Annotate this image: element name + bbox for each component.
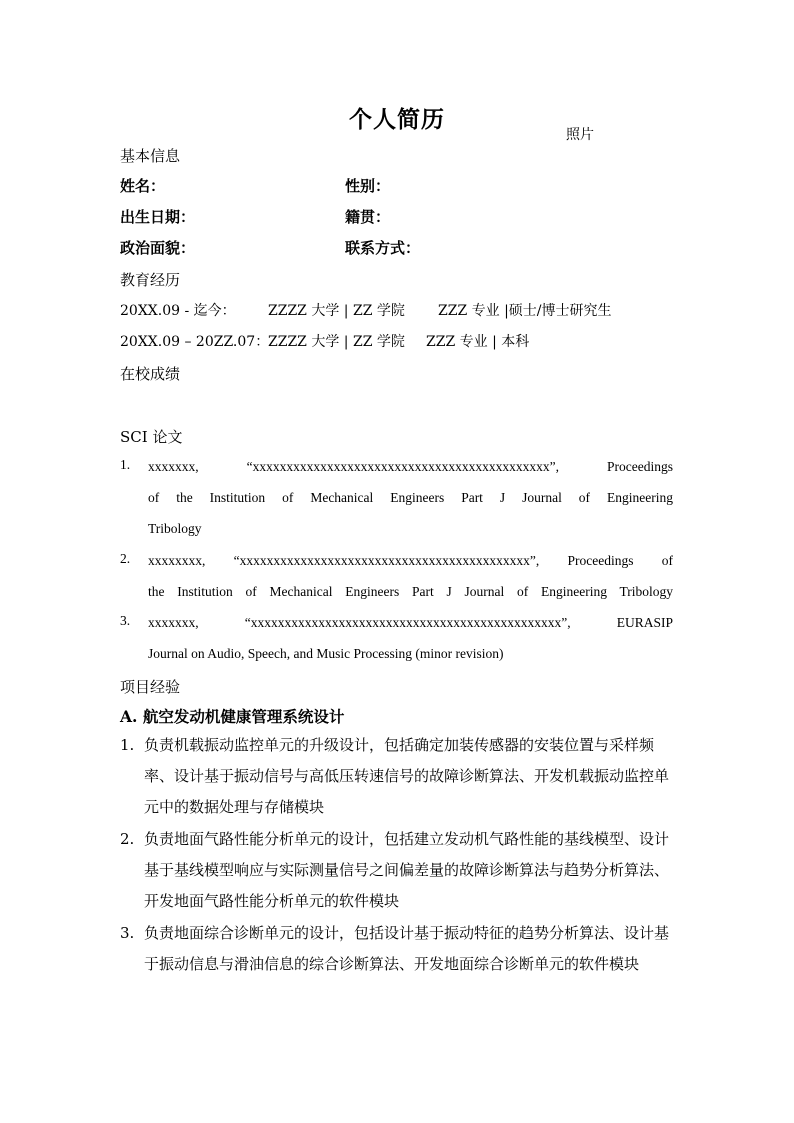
education-major: ZZZ 专业 | 本科: [426, 334, 530, 350]
education-university: ZZZZ 大学 | ZZ 学院: [268, 303, 405, 319]
education-entry: [120, 331, 529, 351]
paper-number: 3.: [120, 613, 131, 628]
paper-line: xxxxxxxx, “xxxxxxxxxxxxxxxxxxxxxxxxxxxxxxxxxxxxxxxxxxx”, Proceedings of: [148, 553, 673, 568]
paper-line: Journal on Audio, Speech, and Music Processing (minor revision): [148, 646, 504, 661]
name-label: 姓名：: [120, 177, 166, 195]
education-heading: 教育经历: [120, 271, 181, 289]
contact-label: 联系方式：: [345, 239, 421, 257]
education-period: 20XX.09 – 20ZZ.07：: [120, 334, 270, 350]
education-university: ZZZZ 大学 | ZZ 学院: [268, 334, 405, 350]
paper-line: xxxxxxx, “xxxxxxxxxxxxxxxxxxxxxxxxxxxxxxxxxxxxxxxxxxxxxx”, EURASIP: [148, 615, 673, 630]
paper-citation: [148, 545, 673, 607]
paper-number: 1.: [120, 457, 131, 472]
basic-info-heading: 基本信息: [120, 147, 181, 165]
project-title: A. 航空发动机健康管理系统设计: [120, 707, 345, 726]
paper-citation: [148, 451, 673, 544]
education-period: 20XX.09 - 迄今：: [120, 303, 236, 319]
paper-line: of the Institution of Mechanical Engineers Part J Journal of Engineering: [148, 490, 673, 505]
political-status-label: 政治面貌：: [120, 239, 196, 257]
resume-title: 个人简历: [349, 106, 445, 133]
duty-text: 负责机载振动监控单元的升级设计，包括确定加装传感器的安装位置与采样频率、设计基于振动信号与高低压转速信号的故障诊断算法、开发机载振动监控单元中的数据处理与存储模块: [144, 736, 670, 816]
paper-line: Tribology: [148, 521, 202, 536]
duty-text: 负责地面气路性能分析单元的设计，包括建立发动机气路性能的基线模型、设计基于基线模型响应与实际测量信号之间偏差量的故障诊断算法与趋势分析算法、开发地面气路性能分析单元的软件模块: [144, 830, 670, 910]
projects-heading: 项目经验: [120, 678, 181, 696]
birth-date-label: 出生日期：: [120, 208, 196, 226]
papers-heading: SCI 论文: [120, 428, 183, 446]
paper-number: 2.: [120, 551, 131, 566]
duty-number: 3.: [120, 924, 135, 942]
education-entry: [120, 300, 612, 320]
duty-number: 2.: [120, 830, 135, 848]
gender-label: 性别：: [345, 177, 391, 195]
paper-line: the Institution of Mechanical Engineers Part J Journal of Engineering Tribology: [148, 584, 673, 599]
duty-number: 1.: [120, 736, 135, 754]
education-major: ZZZ 专业 |硕士/博士研究生: [438, 303, 612, 319]
photo-placeholder: 照片: [566, 127, 594, 143]
paper-citation: [148, 607, 673, 669]
paper-line: xxxxxxx, “xxxxxxxxxxxxxxxxxxxxxxxxxxxxxxxxxxxxxxxxxxxx”, Proceedings: [148, 459, 673, 474]
hometown-label: 籍贯：: [345, 208, 391, 226]
grades-heading: 在校成绩: [120, 365, 181, 383]
duty-text: 负责地面综合诊断单元的设计，包括设计基于振动特征的趋势分析算法、设计基于振动信息与滑油信息的综合诊断算法、开发地面综合诊断单元的软件模块: [144, 924, 670, 973]
